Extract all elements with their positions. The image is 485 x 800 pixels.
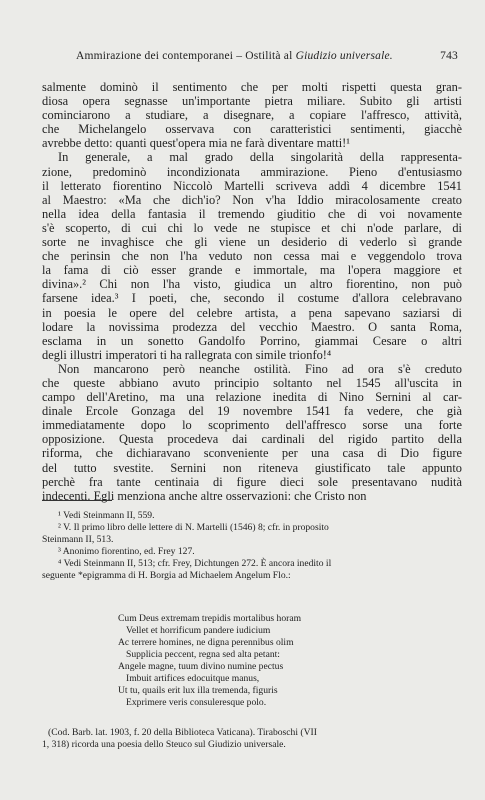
text-line: del tutto svestite. Sernini non riteneva giustificato tale appunto [42, 460, 462, 475]
text-line: In generale, a mal grado della singolarità della rappresenta- [58, 150, 462, 165]
text-line: dinale Ercole Gonzaga del 19 novembre 1541 fa vedere, che già [42, 404, 462, 419]
text-line: sorte ne invaghisce che gli viene un desiderio di vederlo sì grande [42, 235, 462, 250]
text-line: che Michelangelo osservava con caratteristici sentimenti, giacchè [42, 122, 462, 137]
text-line: s'è scoperto, di cui chi lo vede ne stupisce et chi n'ode parlare, di [42, 220, 462, 235]
text-line: cominciarono a studiare, a disegnare, a copiare l'affresco, attività, [42, 108, 462, 123]
text-line: riforma, che dichiaravano sconveniente per una casa di Dio figure [42, 446, 462, 461]
text-line: avrebbe detto: quanti quest'opera mia ne farà diventare matti!¹ [42, 136, 351, 151]
running-title-text: Ammirazione dei contemporanei – Ostilità al [76, 50, 296, 62]
text-line: perchè fra tante centinaia di figure dieci sole presentavano nudità [42, 474, 462, 489]
text-line: opposizione. Questa procedeva dai cardinali del rigido partito della [42, 432, 462, 447]
text-line: campo dell'Aretino, ma una relazione inedita di Nino Sernini al car- [42, 390, 462, 405]
text-line: diosa opera segnasse un'importante pietra miliare. Subito gli artisti [42, 94, 462, 109]
footnote-line: 1, 318) ricorda una poesia dello Steuco sul Giudizio universale. [42, 739, 286, 750]
main-text [42, 80, 462, 503]
text-line: indecenti. Egli menziona anche altre osservazioni: che Cristo non [42, 488, 367, 503]
text-line: il letterato fiorentino Niccolò Martelli scriveva addì 4 dicembre 1541 [42, 178, 462, 193]
text-line: salmente dominò il sentimento che per molti rispetti questa gran- [42, 80, 462, 94]
text-line: che perinsin che non l'ha veduto non cessa mai e veggendolo trova [42, 249, 462, 264]
poem-verse: Supplicia peccent, regna sed alta petant: [126, 649, 280, 660]
poem-verse: Cum Deus extremam trepidis mortalibus horam [118, 613, 302, 624]
poem-verse: Ut tu, quails erit lux illa tremenda, figuris [118, 685, 278, 696]
text-line: divina».² Chi non l'ha visto, giudica un altro fiorentino, non può [42, 277, 462, 292]
text-line: nella idea della fantasia il tremendo giuditio che di voi novamente [42, 206, 462, 221]
page-number: 743 [440, 50, 458, 62]
text-line: in poesia le opere del celebre artista, a pena sapevano saziarsi di [42, 305, 462, 320]
text-line: esclama in un sonetto Gandolfo Porrino, giammai Cesare o altri [42, 333, 462, 348]
footnote-line: ² V. Il primo libro delle lettere di N. Martelli (1546) 8; cfr. in proposito [58, 522, 329, 533]
epigram [118, 613, 418, 709]
footnote-line: seguente *epigramma di H. Borgia ad Michaelem Angelum Flo.: [42, 570, 291, 581]
text-line: al Maestro: «Ma che dich'io? Non v'ha Iddio miracolosamente creato [42, 192, 462, 207]
text-line: zione, predominò incondizionata ammirazione. Pieno d'entusiasmo [42, 164, 462, 179]
poem-verse: Ac terrere homines, ne digna perennibus olim [118, 637, 294, 648]
footnote-line: ⁴ Vedi Steinmann II, 513; cfr. Frey, Dichtungen 272. È ancora inedito il [58, 558, 332, 569]
text-line: immediatamente dopo lo scoprimento dell'affresco sorse una forte [42, 418, 462, 433]
footnote-continuation [42, 727, 462, 751]
footnote-line: (Cod. Barb. lat. 1903, f. 20 della Biblioteca Vaticana). Tiraboschi (VII [48, 727, 317, 738]
text-line: la fama di ciò esser grande e immortale, ma l'opera maggiore et [42, 263, 462, 278]
footnotes [42, 510, 462, 582]
footnote-line: ¹ Vedi Steinmann II, 559. [58, 510, 155, 521]
footnote-line: Steinmann II, 513. [42, 534, 114, 545]
poem-verse: Angele magne, tuum divino numine pectus [118, 661, 284, 672]
running-title-italic: Giudizio universale. [295, 50, 393, 62]
text-line: lodare la novissima prodezza del vecchio Maestro. O santa Roma, [42, 319, 462, 334]
text-line: farsene idea.³ I poeti, che, secondo il costume d'allora celebravano [42, 291, 462, 306]
text-line: degli illustri imperatori ti ha rallegrata con simile trionfo!⁴ [42, 347, 332, 362]
poem-verse: Exprimere veris consuleresque polo. [126, 697, 267, 708]
text-line: Non mancarono però neanche ostilità. Fino ad ora s'è creduto [58, 361, 462, 376]
footnote-line: ³ Anonimo fiorentino, ed. Frey 127. [58, 546, 195, 557]
footnote-divider [42, 500, 112, 501]
text-line: che queste abbiano avuto principio soltanto nel 1545 all'uscita in [42, 375, 462, 390]
running-title [76, 50, 393, 62]
poem-verse: Vellet et horrificum pandere iudicium [126, 625, 271, 636]
poem-verse: Imbuit artifices edocuitque manus, [126, 673, 260, 684]
